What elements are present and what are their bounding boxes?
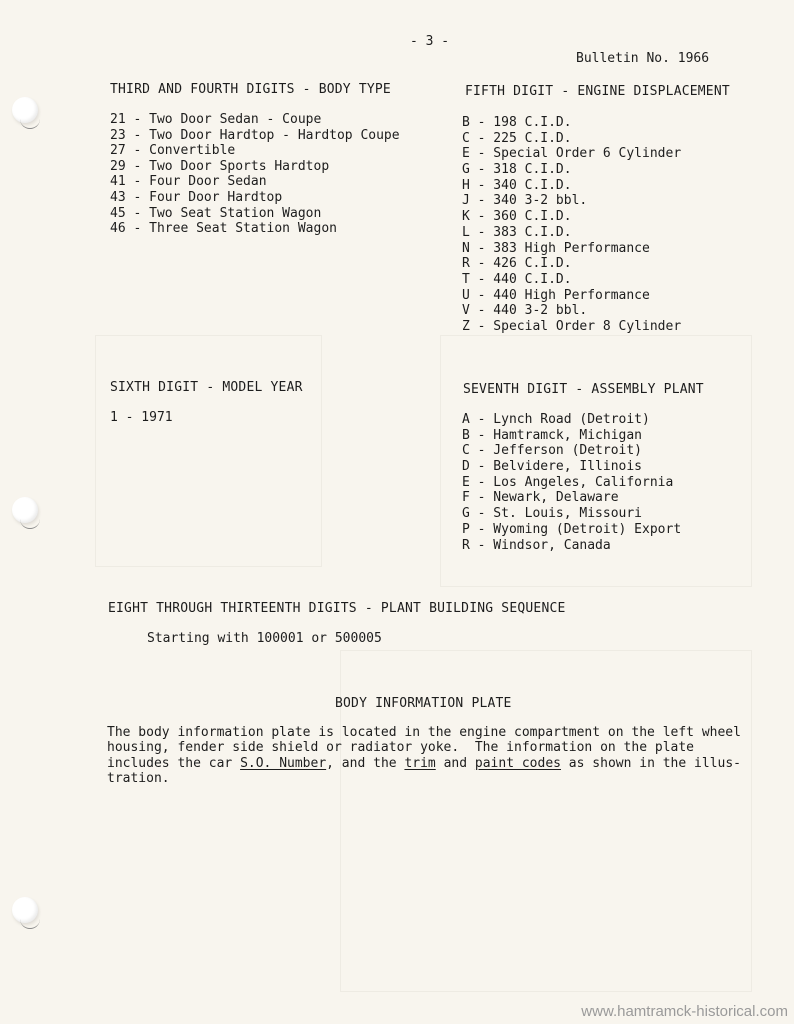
list-item: G - St. Louis, Missouri	[462, 506, 643, 522]
list-item: U - 440 High Performance	[462, 287, 650, 303]
paragraph-text: The body information plate is located in the engine compartment on the left wheel housing, fender side shield or radiator yoke. The information on the plate includes the car	[107, 725, 741, 771]
body-type-list	[110, 112, 400, 237]
paragraph-text: as shown in the illus- tration.	[107, 755, 741, 787]
list-item: C - 225 C.I.D.	[462, 130, 572, 146]
site-watermark: www.hamtramck-historical.com	[581, 1003, 788, 1020]
model-year-heading: SIXTH DIGIT - MODEL YEAR	[110, 380, 303, 395]
engine-list	[462, 115, 681, 335]
list-item: 21 - Two Door Sedan - Coupe	[110, 112, 322, 127]
list-item: R - Windsor, Canada	[462, 537, 611, 553]
list-item: G - 318 C.I.D.	[462, 162, 572, 178]
list-item: R - 426 C.I.D.	[462, 256, 572, 272]
punch-hole-curl	[20, 118, 40, 129]
sequence-text: Starting with 100001 or 500005	[147, 631, 382, 646]
so-number-term: S.O. Number	[240, 755, 327, 771]
list-item: V - 440 3-2 bbl.	[462, 303, 588, 319]
list-item: T - 440 C.I.D.	[462, 271, 572, 287]
body-type-heading: THIRD AND FOURTH DIGITS - BODY TYPE	[110, 82, 391, 97]
list-item: J - 340 3-2 bbl.	[462, 193, 588, 209]
list-item: K - 360 C.I.D.	[462, 209, 572, 225]
list-item: D - Belvidere, Illinois	[462, 459, 643, 475]
model-year-value: 1 - 1971	[110, 410, 173, 425]
list-item: 27 - Convertible	[110, 143, 236, 159]
paint-codes-term: paint codes	[474, 755, 561, 771]
list-item: 41 - Four Door Sedan	[110, 174, 267, 190]
list-item: F - Newark, Delaware	[462, 490, 619, 506]
list-item: N - 383 High Performance	[462, 240, 650, 256]
list-item: B - 198 C.I.D.	[462, 115, 572, 130]
list-item: E - Special Order 6 Cylinder	[462, 146, 682, 162]
list-item: C - Jefferson (Detroit)	[462, 443, 643, 459]
punch-hole-curl	[20, 518, 40, 529]
list-item: L - 383 C.I.D.	[462, 224, 572, 240]
sequence-heading: EIGHT THROUGH THIRTEENTH DIGITS - PLANT BUILDING SEQUENCE	[108, 601, 566, 616]
paragraph-text: , and the	[326, 755, 405, 771]
list-item: 29 - Two Door Sports Hardtop	[110, 158, 330, 174]
list-item: P - Wyoming (Detroit) Export	[462, 521, 682, 537]
bleed-through-box	[95, 335, 322, 567]
body-plate-heading: BODY INFORMATION PLATE	[335, 696, 512, 711]
assembly-plant-list	[462, 412, 681, 553]
paragraph-text: and	[435, 755, 475, 771]
list-item: A - Lynch Road (Detroit)	[462, 412, 650, 427]
page-number: - 3 -	[410, 34, 450, 49]
list-item: 46 - Three Seat Station Wagon	[110, 221, 337, 237]
list-item: H - 340 C.I.D.	[462, 177, 572, 193]
trim-term: trim	[404, 755, 436, 771]
punch-hole-curl	[20, 918, 40, 929]
list-item: E - Los Angeles, California	[462, 474, 674, 490]
bulletin-number: Bulletin No. 1966	[576, 51, 710, 66]
list-item: 45 - Two Seat Station Wagon	[110, 205, 322, 221]
engine-heading: FIFTH DIGIT - ENGINE DISPLACEMENT	[465, 84, 730, 99]
list-item: 43 - Four Door Hardtop	[110, 189, 283, 205]
list-item: B - Hamtramck, Michigan	[462, 427, 643, 443]
list-item: 23 - Two Door Hardtop - Hardtop Coupe	[110, 127, 400, 143]
body-plate-paragraph	[107, 725, 757, 787]
list-item: Z - Special Order 8 Cylinder	[462, 318, 682, 334]
assembly-plant-heading: SEVENTH DIGIT - ASSEMBLY PLANT	[463, 382, 704, 397]
